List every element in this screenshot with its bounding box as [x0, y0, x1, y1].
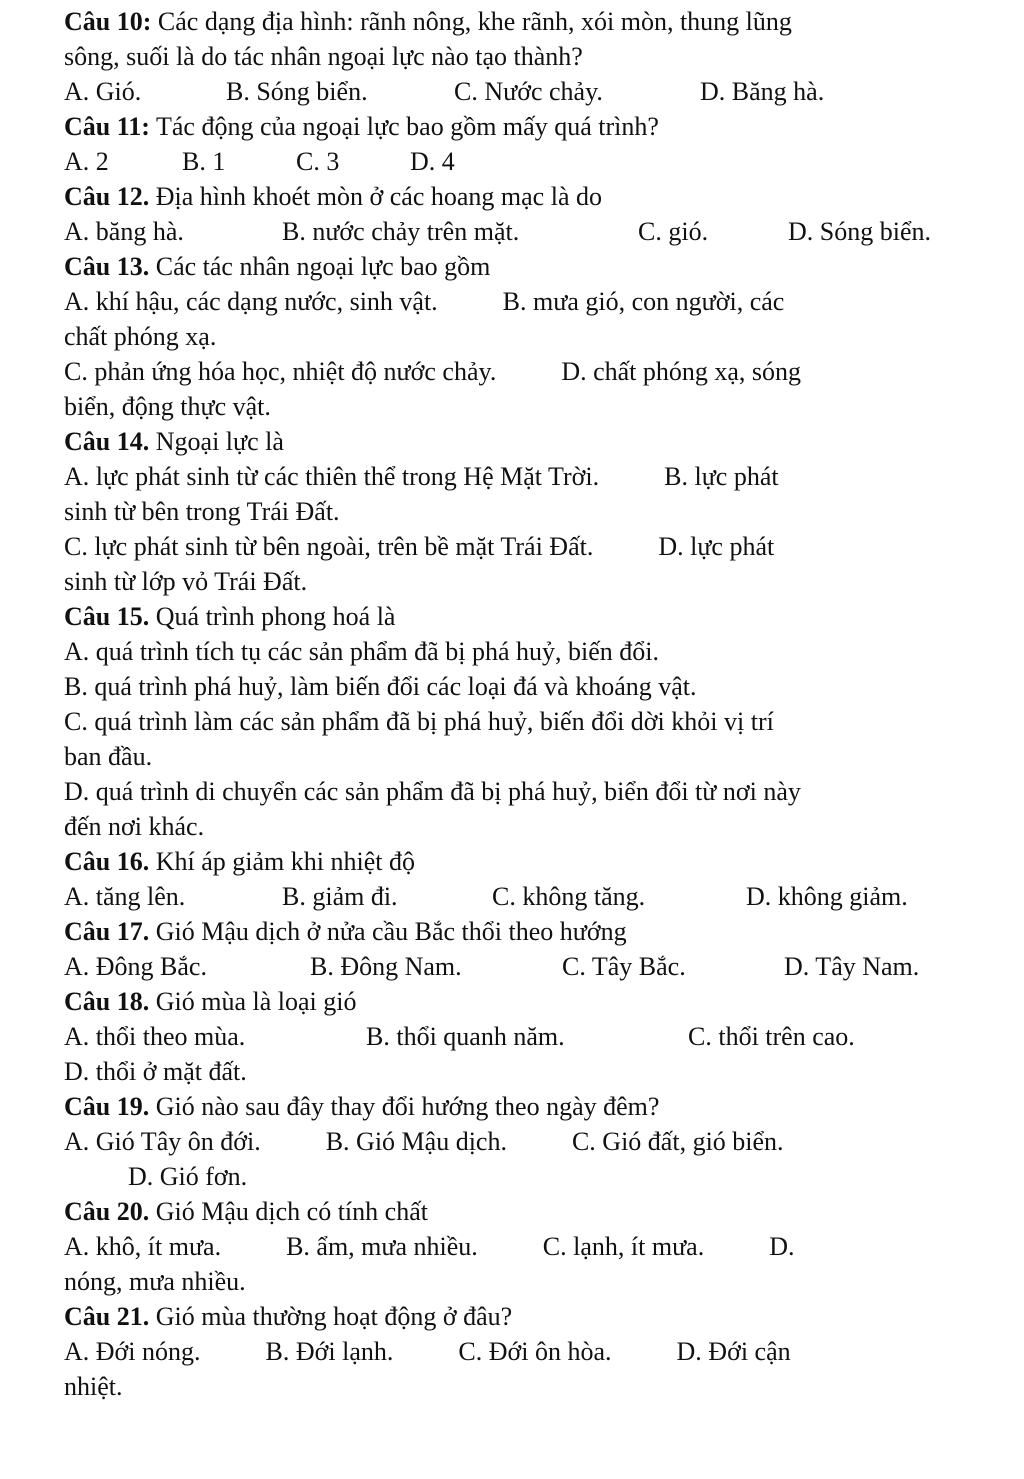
question-stem [64, 599, 968, 634]
options-row [64, 949, 968, 984]
option-a: A. 2 [64, 147, 109, 176]
option-c: C. quá trình làm các sản phẩm đã bị phá huỷ, biến đổi dời khỏi vị trí [64, 707, 774, 736]
question-21 [64, 1299, 968, 1404]
option-b: B. 1 [182, 147, 226, 176]
question-text: Các tác nhân ngoại lực bao gồm [149, 252, 491, 281]
question-stem [64, 179, 968, 214]
options-line: C. phản ứng hóa học, nhiệt độ nước chảy. D. chất phóng xạ, sóng [64, 357, 802, 386]
question-stem [64, 1299, 968, 1334]
question-stem [64, 109, 968, 144]
option-c: C. thổi trên cao. [688, 1022, 855, 1051]
option-a: A. Đông Bắc. [64, 952, 207, 981]
option-c: C. gió. [638, 217, 709, 246]
question-stem [64, 984, 968, 1019]
options-line-continued: sinh từ bên trong Trái Đất. [64, 497, 340, 526]
question-text: Ngoại lực là [149, 427, 284, 456]
question-10 [64, 4, 968, 109]
option-b: B. giảm đi. [282, 882, 398, 911]
question-text: Tác động của ngoại lực bao gồm mấy quá trình? [149, 112, 659, 141]
question-text: Quá trình phong hoá là [149, 602, 396, 631]
question-stem [64, 844, 968, 879]
option-d-continued: đến nơi khác. [64, 812, 205, 841]
options-row [64, 214, 968, 249]
question-label: Câu 11: [64, 112, 150, 141]
question-label: Câu 18. [64, 987, 150, 1016]
option-d: D. Băng hà. [700, 77, 825, 106]
question-stem [64, 1089, 968, 1124]
question-13 [64, 249, 968, 424]
options-line-continued: nóng, mưa nhiều. [64, 1267, 246, 1296]
question-12 [64, 179, 968, 249]
question-label: Câu 10: [64, 7, 152, 36]
options-line-continued: biển, động thực vật. [64, 392, 271, 421]
question-19 [64, 1089, 968, 1194]
question-text-continued: sông, suối là do tác nhân ngoại lực nào tạo thành? [64, 42, 583, 71]
question-text: Gió Mậu dịch có tính chất [149, 1197, 428, 1226]
question-label: Câu 21. [64, 1302, 150, 1331]
question-text: Địa hình khoét mòn ở các hoang mạc là do [149, 182, 602, 211]
option-d: D. Sóng biển. [788, 217, 931, 246]
question-label: Câu 17. [64, 917, 150, 946]
options-row [64, 74, 968, 109]
option-d: D. 4 [410, 147, 455, 176]
option-d: D. không giảm. [746, 882, 908, 911]
option-b: B. quá trình phá huỷ, làm biến đổi các loại đá và khoáng vật. [64, 672, 697, 701]
options-line: A. khô, ít mưa. B. ẩm, mưa nhiều. C. lạnh, ít mưa. D. [64, 1232, 795, 1261]
question-stem [64, 249, 968, 284]
question-18 [64, 984, 968, 1089]
question-label: Câu 13. [64, 252, 150, 281]
question-label: Câu 14. [64, 427, 150, 456]
options-line: A. khí hậu, các dạng nước, sinh vật. B. mưa gió, con người, các [64, 287, 785, 316]
option-c: C. Nước chảy. [454, 77, 603, 106]
question-stem [64, 4, 968, 39]
question-14 [64, 424, 968, 599]
option-d: D. Gió fơn. [128, 1162, 248, 1191]
option-d: D. Tây Nam. [784, 952, 920, 981]
options-line: A. lực phát sinh từ các thiên thể trong Hệ Mặt Trời. B. lực phát [64, 462, 779, 491]
option-a: A. Gió. [64, 77, 142, 106]
question-text: Các dạng địa hình: rãnh nông, khe rãnh, xói mòn, thung lũng [151, 7, 792, 36]
question-label: Câu 16. [64, 847, 150, 876]
question-label: Câu 15. [64, 602, 150, 631]
question-label: Câu 19. [64, 1092, 150, 1121]
option-a: A. quá trình tích tụ các sản phẩm đã bị phá huỷ, biến đổi. [64, 637, 659, 666]
options-line: A. Đới nóng. B. Đới lạnh. C. Đới ôn hòa. D. Đới cận [64, 1337, 791, 1366]
options-line-continued: sinh từ lớp vỏ Trái Đất. [64, 567, 308, 596]
question-20 [64, 1194, 968, 1299]
question-label: Câu 20. [64, 1197, 150, 1226]
option-d: D. quá trình di chuyển các sản phẩm đã bị phá huỷ, biển đổi từ nơi này [64, 777, 801, 806]
option-b: B. Đông Nam. [310, 952, 462, 981]
question-text: Khí áp giảm khi nhiệt độ [149, 847, 415, 876]
options-row [64, 879, 968, 914]
option-c: C. Tây Bắc. [562, 952, 686, 981]
options-row [64, 144, 968, 179]
options-line: C. lực phát sinh từ bên ngoài, trên bề mặt Trái Đất. D. lực phát [64, 532, 775, 561]
options-line-continued: chất phóng xạ. [64, 322, 217, 351]
question-text: Gió nào sau đây thay đổi hướng theo ngày đêm? [149, 1092, 660, 1121]
question-stem [64, 914, 968, 949]
question-text: Gió Mậu dịch ở nửa cầu Bắc thổi theo hướng [149, 917, 627, 946]
option-c-continued: ban đầu. [64, 742, 153, 771]
option-c: C. 3 [296, 147, 340, 176]
question-17 [64, 914, 968, 984]
option-a: A. tăng lên. [64, 882, 186, 911]
question-stem [64, 424, 968, 459]
options-line: A. Gió Tây ôn đới. B. Gió Mậu dịch. C. Gió đất, gió biển. [64, 1127, 784, 1156]
option-a: A. thổi theo mùa. [64, 1022, 246, 1051]
options-line-continued: nhiệt. [64, 1372, 123, 1401]
option-b: B. Sóng biển. [226, 77, 368, 106]
question-text: Gió mùa thường hoạt động ở đâu? [149, 1302, 513, 1331]
options-row [64, 1019, 968, 1054]
option-d: D. thổi ở mặt đất. [64, 1057, 247, 1086]
question-15 [64, 599, 968, 844]
question-16 [64, 844, 968, 914]
question-11 [64, 109, 968, 179]
option-a: A. băng hà. [64, 217, 184, 246]
question-stem [64, 1194, 968, 1229]
option-b: B. thổi quanh năm. [366, 1022, 565, 1051]
question-text: Gió mùa là loại gió [149, 987, 357, 1016]
option-c: C. không tăng. [492, 882, 646, 911]
question-label: Câu 12. [64, 182, 150, 211]
option-b: B. nước chảy trên mặt. [282, 217, 520, 246]
